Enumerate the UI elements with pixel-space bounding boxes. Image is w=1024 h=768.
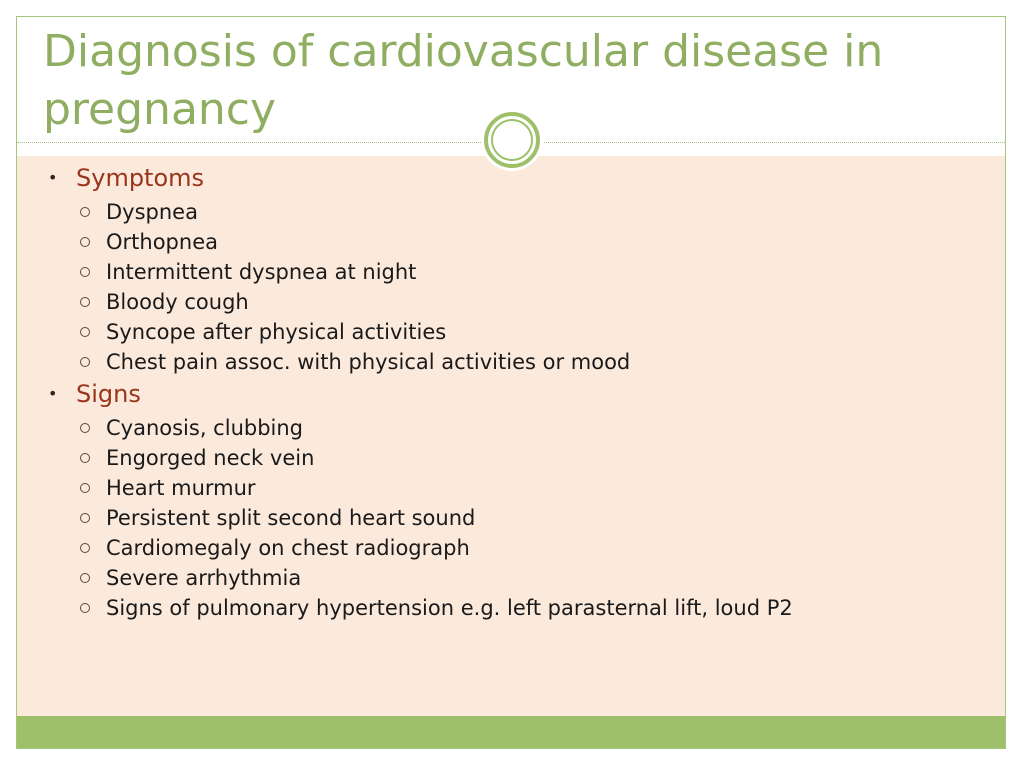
hollow-circle-icon [80,297,90,307]
list-item-text: Signs of pulmonary hypertension e.g. left parasternal lift, loud P2 [106,596,793,620]
list-item-text: Intermittent dyspnea at night [106,260,417,284]
section-heading: Symptoms [76,164,205,192]
list-item [46,416,946,440]
list-item [46,230,946,254]
symptoms-sublist-wrapper [46,200,946,374]
list-item-text: Cardiomegaly on chest radiograph [106,536,470,560]
signs-sublist [46,416,946,620]
list-item [46,290,946,314]
bullet-dot-icon: • [48,384,58,403]
list-item-text: Chest pain assoc. with physical activities or mood [106,350,631,374]
list-item-text: Syncope after physical activities [106,320,447,344]
list-item [46,446,946,470]
list-item [46,506,946,530]
bullet-dot-icon: • [48,168,58,187]
list-item-text: Cyanosis, clubbing [106,416,304,440]
list-item-text: Persistent split second heart sound [106,506,476,530]
hollow-circle-icon [80,207,90,217]
section-heading: Signs [76,380,141,408]
slide-content [46,162,946,624]
list-item [46,536,946,560]
list-item [46,320,946,344]
hollow-circle-icon [80,543,90,553]
hollow-circle-icon [80,573,90,583]
list-item-text: Engorged neck vein [106,446,315,470]
section-symptoms [46,162,946,194]
list-item-text: Heart murmur [106,476,256,500]
list-item-text: Severe arrhythmia [106,566,302,590]
hollow-circle-icon [80,237,90,247]
signs-sublist-wrapper [46,416,946,620]
hollow-circle-icon [80,483,90,493]
hollow-circle-icon [80,603,90,613]
section-signs [46,378,946,410]
list-item [46,350,946,374]
hollow-circle-icon [80,327,90,337]
list-item [46,200,946,224]
list-item [46,566,946,590]
list-item-text: Dyspnea [106,200,198,224]
hollow-circle-icon [80,357,90,367]
list-item [46,260,946,284]
list-item [46,476,946,500]
slide-title: Diagnosis of cardiovascular disease in pregnancy [43,26,884,135]
list-item [46,596,946,620]
list-item-text: Bloody cough [106,290,249,314]
hollow-circle-icon [80,513,90,523]
hollow-circle-icon [80,423,90,433]
hollow-circle-icon [80,267,90,277]
bullet-list [46,162,946,620]
footer-band [17,716,1005,749]
hollow-circle-icon [80,453,90,463]
symptoms-sublist [46,200,946,374]
list-item-text: Orthopnea [106,230,218,254]
